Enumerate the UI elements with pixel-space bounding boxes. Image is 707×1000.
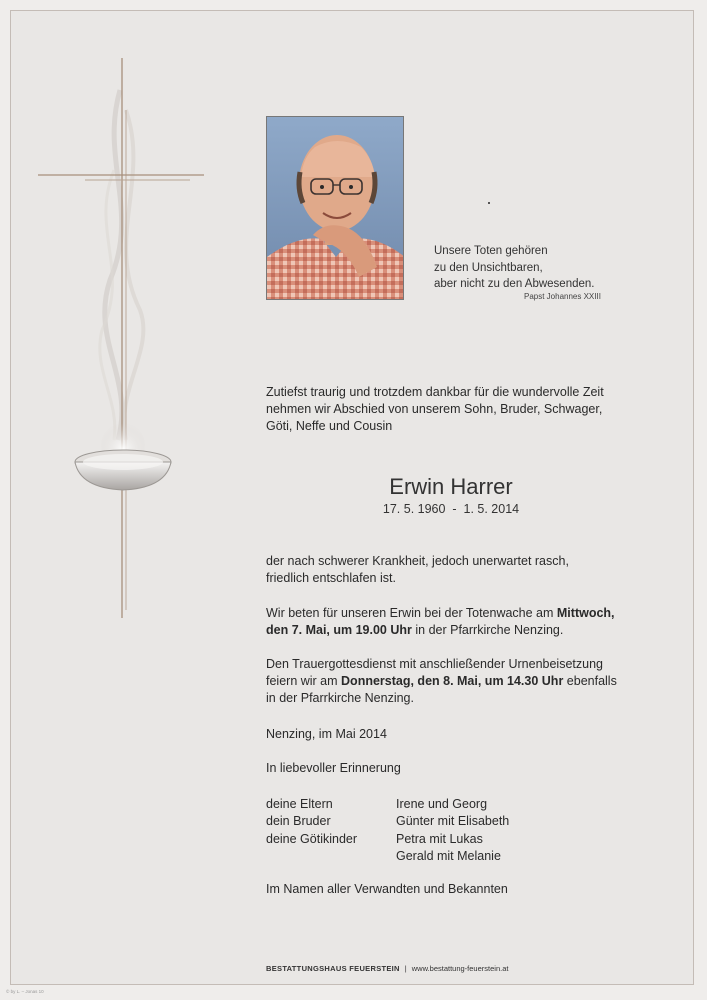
print-code: © by L. – Jonas 10 (6, 989, 44, 994)
family-member: Irene und Georg (396, 797, 488, 811)
footer (266, 964, 508, 973)
wake-text (266, 605, 615, 639)
family-member: Petra mit Lukas (396, 831, 483, 846)
family-member: Günter mit Elisabeth (396, 814, 510, 829)
intro-text (266, 384, 604, 435)
service-line: Den Trauergottesdienst mit anschließender Urnenbeisetzung (266, 657, 603, 671)
quote-line: Unsere Toten gehören (434, 245, 548, 257)
intro-line: nehmen wir Abschied von unserem Sohn, Bruder, Schwager, (266, 402, 603, 416)
passing-line: friedlich entschlafen ist. (266, 571, 396, 585)
remembrance: In liebevoller Erinnerung (266, 761, 401, 775)
funeral-home-name: BESTATTUNGSHAUS FEUERSTEIN (266, 964, 400, 973)
service-text-part: ebenfalls (563, 674, 617, 688)
life-dates: 17. 5. 1960 - 1. 5. 2014 (382, 502, 520, 516)
portrait-photo (266, 116, 404, 300)
wake-day: Mittwoch, (556, 606, 615, 620)
passing-text (266, 553, 569, 587)
relation: deine Götikinder (266, 831, 358, 846)
service-date-time: Donnerstag, den 8. Mai, um 14.30 Uhr (341, 674, 564, 688)
intro-line: Zutiefst traurig und trotzdem dankbar für die wundervolle Zeit (266, 385, 604, 399)
wake-text-part: Wir beten für unseren Erwin bei der Totenwache am (266, 606, 557, 620)
quote-author: Papst Johannes XXIII (524, 292, 601, 301)
wake-date-time: den 7. Mai, um 19.00 Uhr (266, 623, 412, 637)
quote (434, 243, 594, 293)
passing-line: der nach schwerer Krankheit, jedoch unerwartet rasch, (266, 554, 569, 568)
wake-location: in der Pfarrkirche Nenzing. (411, 623, 564, 637)
footer-separator: | (404, 964, 407, 973)
quote-line: zu den Unsichtbaren, (434, 261, 543, 274)
quote-line: aber nicht zu den Abwesenden. (434, 278, 595, 290)
family-member: Gerald mit Melanie (396, 848, 501, 863)
cross-with-flame-bowl-icon (30, 50, 210, 625)
funeral-home-url: www.bestattung-feuerstein.at (411, 964, 509, 973)
place-date: Nenzing, im Mai 2014 (266, 727, 387, 741)
family-relations (266, 796, 357, 848)
service-text-part: feiern wir am (266, 674, 342, 688)
family-names (396, 796, 509, 865)
relation: dein Bruder (266, 814, 331, 829)
service-line: in der Pfarrkirche Nenzing. (266, 691, 414, 705)
closing: Im Namen aller Verwandten und Bekannten (266, 882, 508, 896)
deceased-name: Erwin Harrer (389, 474, 513, 499)
decorative-dot (488, 202, 490, 204)
intro-line: Göti, Neffe und Cousin (266, 419, 393, 433)
relation: deine Eltern (266, 797, 333, 811)
service-text (266, 656, 617, 707)
